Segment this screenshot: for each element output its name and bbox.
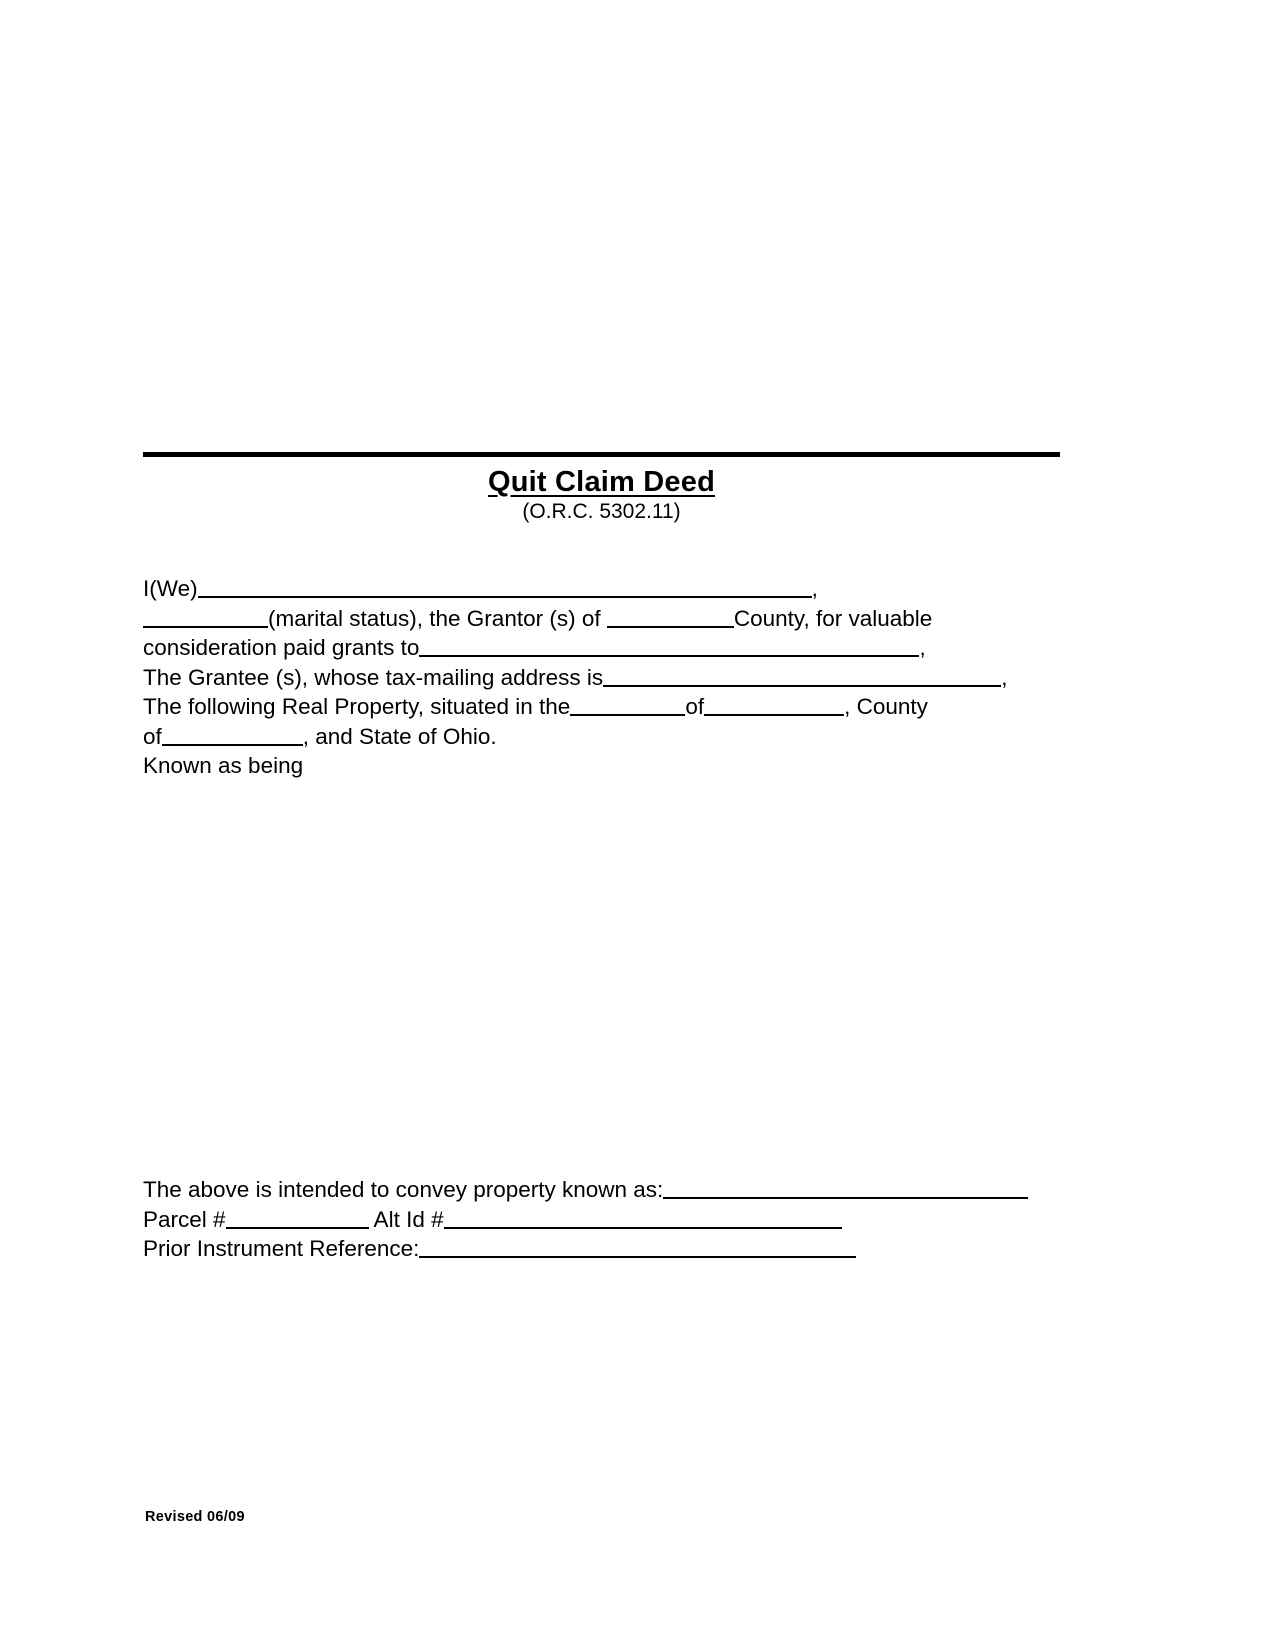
parcel-number-label: Parcel # [143,1206,226,1232]
property-identification-block [143,1175,1083,1264]
tax-mailing-label: The Grantee (s), whose tax-mailing address is [143,664,604,690]
form-line-tax-mailing-address [143,663,1060,693]
form-body [143,574,1060,781]
document-content [143,452,1060,781]
form-line-consideration [143,633,1060,663]
form-line-prior-instrument [143,1234,1083,1264]
consideration-comma: , [919,635,926,661]
county-of-label: of [143,723,162,749]
prior-instrument-label: Prior Instrument Reference: [143,1236,420,1261]
statute-reference: (O.R.C. 5302.11) [522,500,681,524]
tax-mailing-blank[interactable] [603,666,1001,687]
form-line-grantor-name [143,574,1060,604]
known-as-being-label: Known as being [143,753,304,779]
of-label: of [685,694,705,720]
header-rule [143,452,1060,457]
marital-status-label: (marital status), the Grantor (s) of [268,605,607,631]
grantor-county-blank[interactable] [607,607,734,628]
prior-instrument-blank[interactable] [419,1237,856,1258]
page-title: Quit Claim Deed [488,466,715,498]
consideration-label: consideration paid grants to [143,635,420,661]
form-line-convey-property [143,1175,1083,1205]
grantor-name-blank[interactable] [198,577,812,598]
marital-status-blank[interactable] [143,607,268,628]
county-name-blank[interactable] [162,725,303,746]
convey-property-blank[interactable] [663,1178,1028,1199]
real-property-label: The following Real Property, situated in the [143,694,571,720]
parcel-number-blank[interactable] [226,1208,369,1229]
revision-footer: Revised 06/09 [145,1509,245,1525]
alt-id-label: Alt Id # [368,1206,444,1232]
alt-id-blank[interactable] [444,1208,842,1229]
form-line-marital-status [143,604,1060,634]
form-line-county-state [143,722,1060,752]
form-line-known-as-being [143,751,1060,781]
county-suffix-label: , County [844,694,928,720]
form-line-real-property-location [143,692,1060,722]
convey-property-label: The above is intended to convey property known as: [143,1177,664,1202]
grantor-name-comma: , [811,576,818,602]
form-line-parcel [143,1205,1083,1235]
municipality-name-blank[interactable] [704,695,844,716]
title-block [143,467,1060,524]
grantee-name-blank[interactable] [419,636,919,657]
grantor-county-label: County, for valuable [733,605,933,631]
state-of-ohio-label: , and State of Ohio. [302,723,497,749]
tax-mailing-comma: , [1001,664,1008,690]
municipality-type-blank[interactable] [570,695,685,716]
grantor-name-label: I(We) [143,576,198,602]
